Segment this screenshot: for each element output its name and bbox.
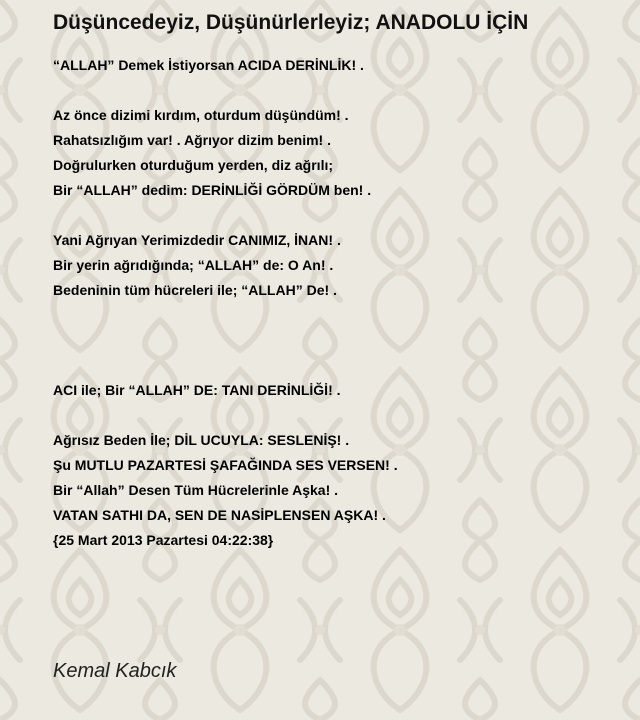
poem-line: VATAN SATHI DA, SEN DE NASİPLENSEN AŞKA! . [53,507,386,523]
poem-line: Şu MUTLU PAZARTESİ ŞAFAĞINDA SES VERSEN! . [53,457,398,473]
author-name: Kemal Kabcık [53,660,177,682]
poem-date: {25 Mart 2013 Pazartesi 04:22:38} [53,532,274,548]
poem-line: Bir yerin ağrıdığında; “ALLAH” de: O An! . [53,257,334,273]
poem-intro-line: “ALLAH” Demek İstiyorsan ACIDA DERİNLİK! . [53,57,364,73]
poem-line: Bir “ALLAH” dedim: DERİNLİĞİ GÖRDÜM ben! . [53,182,372,198]
poem-line: Ağrısız Beden İle; DİL UCUYLA: SESLENİŞ! . [53,432,350,448]
poem-line: Az önce dizimi kırdım, oturdum düşündüm! . [53,107,349,123]
poem-line: ACI ile; Bir “ALLAH” DE: TANI DERİNLİĞİ! . [53,382,341,398]
page-title: Düşüncedeyiz, Düşünürlerleyiz; ANADOLU İÇİN [53,11,529,34]
poem-line: Yani Ağrıyan Yerimizdedir CANIMIZ, İNAN! . [53,232,341,248]
poem-line: Bir “Allah” Desen Tüm Hücrelerinle Aşka! . [53,482,339,498]
poem-line: Rahatsızlığım var! . Ağrıyor dizim benim! . [53,132,331,148]
poem-line: Doğrulurken oturduğum yerden, diz ağrılı; [53,157,334,173]
poem-body [53,53,398,553]
poem-line: Bedeninin tüm hücreleri ile; “ALLAH” De! . [53,282,337,298]
